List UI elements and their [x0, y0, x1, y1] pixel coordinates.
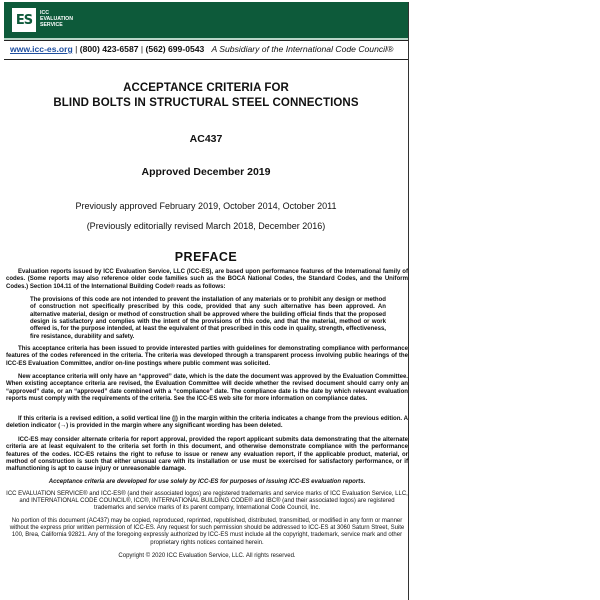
section-heading-preface: PREFACE — [174, 250, 238, 264]
phone-primary: (800) 423-6587 — [79, 44, 139, 54]
header-rule-top — [4, 40, 408, 41]
header-banner — [4, 2, 408, 40]
copyright-notice: Copyright © 2020 ICC Evaluation Service, LLC. All rights reserved. — [118, 553, 296, 559]
document-number: AC437 — [189, 133, 223, 145]
separator: | — [72, 44, 80, 54]
logo-mark: ES — [15, 12, 33, 28]
editorial-revisions: (Previously editorially revised March 2018, December 2016) — [86, 221, 326, 231]
logo-line-1: ICC — [40, 10, 49, 16]
header-rule-bottom — [4, 59, 408, 60]
previous-approvals: Previously approved February 2019, October 2014, October 2011 — [75, 201, 337, 211]
logo-text — [40, 10, 73, 28]
logo-line-2: EVALUATION — [40, 16, 73, 22]
website-link[interactable]: www.icc-es.org — [10, 44, 73, 54]
icc-es-logo-icon — [12, 8, 36, 32]
preface-paragraph-5: ICC-ES may consider alternate criteria for report approval, provided the report applicant submits data demonstrating that the alternate criteria are at least equivalent to the criteria set forth in this document, and otherwise demonstrate compliance with the performance features of the codes. ICC-ES retains the right to refuse to issue or renew any evaluation report, if the applicable product, material, or method of construction is such that either unusual care with its installation or use must be exercised for satisfactory performance, or if malfunctioning is apt to cause injury or unreasonable damage. — [6, 437, 408, 473]
preface-paragraph-4: If this criteria is a revised edition, a solid vertical line (|) in the margin within the criteria indicates a change from the previous edition. A deletion indicator (→) is provided in the margin where any significant wording has been deleted. — [6, 416, 408, 430]
contact-line — [10, 44, 410, 54]
separator: | — [138, 44, 146, 54]
subsidiary-text: A Subsidiary of the International Code Council® — [211, 44, 394, 54]
approval-date: Approved December 2019 — [141, 166, 271, 178]
reproduction-notice: No portion of this document (AC437) may be copied, reproduced, reprinted, republished, distributed, transmitted, or modified in any form or manner without the express prior written permission of ICC-ES. Any request for such permission should be addressed to ICC-ES at 3060 Saturn Street, Suite 100, Brea, California 92821. Any of the foregoing expressly authorized by ICC-ES must include all the copyright, trademark, service mark and other proprietary rights notices contained herein. — [9, 518, 405, 546]
code-quote-paragraph: The provisions of this code are not intended to prevent the installation of any materials or to prohibit any design or method of construction not specifically prescribed by this code, provided that any such alternative has been approved. An alternative material, design or method of construction shall be approved where the building official finds that the proposed design is satisfactory and complies with the intent of the provisions of this code, and that the material, method or work offered is, for the purpose intended, at least the equivalent of that prescribed in this code in quality, strength, effectiveness, fire resistance, durability and safety. — [30, 297, 386, 340]
preface-paragraph-1: Evaluation reports issued by ICC Evaluation Service, LLC (ICC-ES), are based upon performance features of the International family of codes. (Some reports may also reference older code families such as the BOCA National Codes, the Standard Codes, and the Uniform Codes.) Section 104.11 of the International Building Code® reads as follows: — [6, 269, 408, 290]
logo-line-3: SERVICE — [40, 22, 63, 28]
preface-paragraph-2: This acceptance criteria has been issued to provide interested parties with guidelines for demonstrating compliance with performance features of the codes referenced in the criteria. The criteria was developed through a transparent process involving public hearings of the ICC-ES Evaluation Committee, and/or on-line postings where public comment was solicited. — [6, 346, 408, 367]
preface-paragraph-3: New acceptance criteria will only have an “approved” date, which is the date the document was approved by the Evaluation Committee. When existing acceptance criteria are revised, the Evaluation Committee will decide whether the revised document should carry only an “approved” date, or an “approved” date combined with a “compliance” date. The compliance date is the date by which relevant evaluation reports must comply with the requirements of the criteria. See the ICC-ES web site for more information on compliance dates. — [6, 374, 408, 403]
document-title-line-1: ACCEPTANCE CRITERIA FOR — [123, 82, 289, 94]
trademark-notice: ICC EVALUATION SERVICE® and ICC-ES® (and their associated logos) are registered trademarks and service marks of ICC Evaluation Service, LLC, and INTERNATIONAL CODE COUNCIL®, ICC®, INTERNATIONAL BUILDING CODE® and IBC® (and their associated logos) are registered trademarks and service marks of its parent company, International Code Council, Inc. — [6, 491, 408, 512]
phone-secondary: (562) 699-0543 — [145, 44, 205, 54]
usage-note: Acceptance criteria are developed for use solely by ICC-ES for purposes of issuing ICC-ES evaluation reports. — [48, 479, 366, 485]
document-title-line-2: BLIND BOLTS IN STRUCTURAL STEEL CONNECTIONS — [53, 97, 359, 109]
